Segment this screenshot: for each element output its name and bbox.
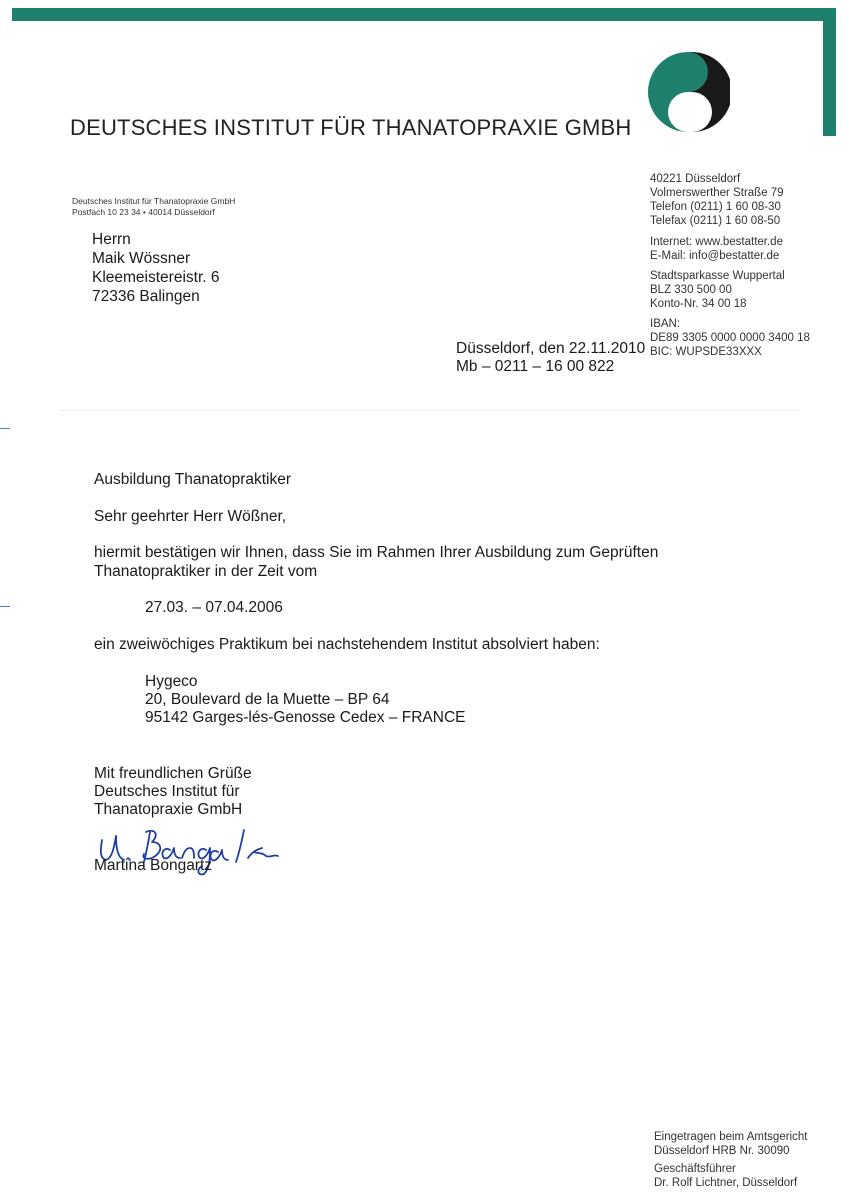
recipient-city: 72336 Balingen — [92, 288, 200, 305]
letter-subject: Ausbildung Thanatopraktiker — [94, 471, 292, 488]
institute-name: Hygeco — [145, 673, 198, 690]
fold-mark — [0, 428, 10, 429]
contact-fax: Telefax (0211) 1 60 08-50 — [650, 215, 781, 227]
contact-iban: DE89 3305 0000 0000 3400 18 — [650, 332, 810, 344]
contact-city: 40221 Düsseldorf — [650, 173, 741, 185]
fold-mark — [0, 606, 10, 607]
contact-blz: BLZ 330 500 00 — [650, 284, 732, 296]
footer-manager-name: Dr. Rolf Lichtner, Düsseldorf — [654, 1177, 798, 1189]
mobile-number: Mb – 0211 – 16 00 822 — [456, 358, 615, 375]
signer-name: Martina Bongartz — [94, 857, 213, 874]
internship-period: 27.03. – 07.04.2006 — [145, 599, 283, 616]
closing-company-line: Thanatopraxie GmbH — [94, 801, 243, 818]
institute-city: 95142 Garges-lés-Genosse Cedex – FRANCE — [145, 709, 466, 726]
contact-bank: Stadtsparkasse Wuppertal — [650, 270, 785, 282]
footer-register-line: Eingetragen beim Amtsgericht — [654, 1131, 808, 1143]
body-paragraph-line: ein zweiwöchiges Praktikum bei nachstehendem Institut absolviert haben: — [94, 636, 600, 653]
institute-street: 20, Boulevard de la Muette – BP 64 — [145, 691, 390, 708]
sender-address-line: Postfach 10 23 34 • 40014 Düsseldorf — [72, 207, 215, 217]
recipient-address — [92, 230, 220, 306]
contact-account: Konto-Nr. 34 00 18 — [650, 298, 747, 310]
contact-iban-label: IBAN: — [650, 318, 681, 330]
contact-email: E-Mail: info@bestatter.de — [650, 250, 780, 262]
body-paragraph-line: hiermit bestätigen wir Ihnen, dass Sie im Rahmen Ihrer Ausbildung zum Geprüften — [94, 544, 659, 561]
recipient-name: Maik Wössner — [92, 250, 191, 267]
letter-date: Düsseldorf, den 22.11.2010 — [456, 340, 646, 357]
recipient-street: Kleemeistereistr. 6 — [92, 269, 220, 286]
contact-phone: Telefon (0211) 1 60 08-30 — [650, 201, 781, 213]
letter-greeting: Sehr geehrter Herr Wößner, — [94, 508, 287, 525]
footer-register-line: Düsseldorf HRB Nr. 30090 — [654, 1145, 790, 1157]
company-logo — [648, 48, 730, 136]
scan-artifact-line — [60, 410, 800, 411]
contact-bic: BIC: WUPSDE33XXX — [650, 346, 762, 358]
contact-internet: Internet: www.bestatter.de — [650, 236, 783, 248]
body-paragraph-line: Thanatopraktiker in der Zeit vom — [94, 563, 318, 580]
footer-manager-label: Geschäftsführer — [654, 1163, 736, 1175]
recipient-salutation: Herrn — [92, 231, 131, 248]
closing-phrase: Mit freundlichen Grüße — [94, 765, 252, 782]
contact-street: Volmerswerther Straße 79 — [650, 187, 784, 199]
company-name: DEUTSCHES INSTITUT FÜR THANATOPRAXIE GMBH — [70, 115, 632, 140]
letterhead-frame-top — [12, 8, 836, 21]
closing-company-line: Deutsches Institut für — [94, 783, 240, 800]
sender-address-line: Deutsches Institut für Thanatopraxie GmbH — [72, 196, 236, 206]
letterhead-frame-right — [823, 8, 836, 136]
